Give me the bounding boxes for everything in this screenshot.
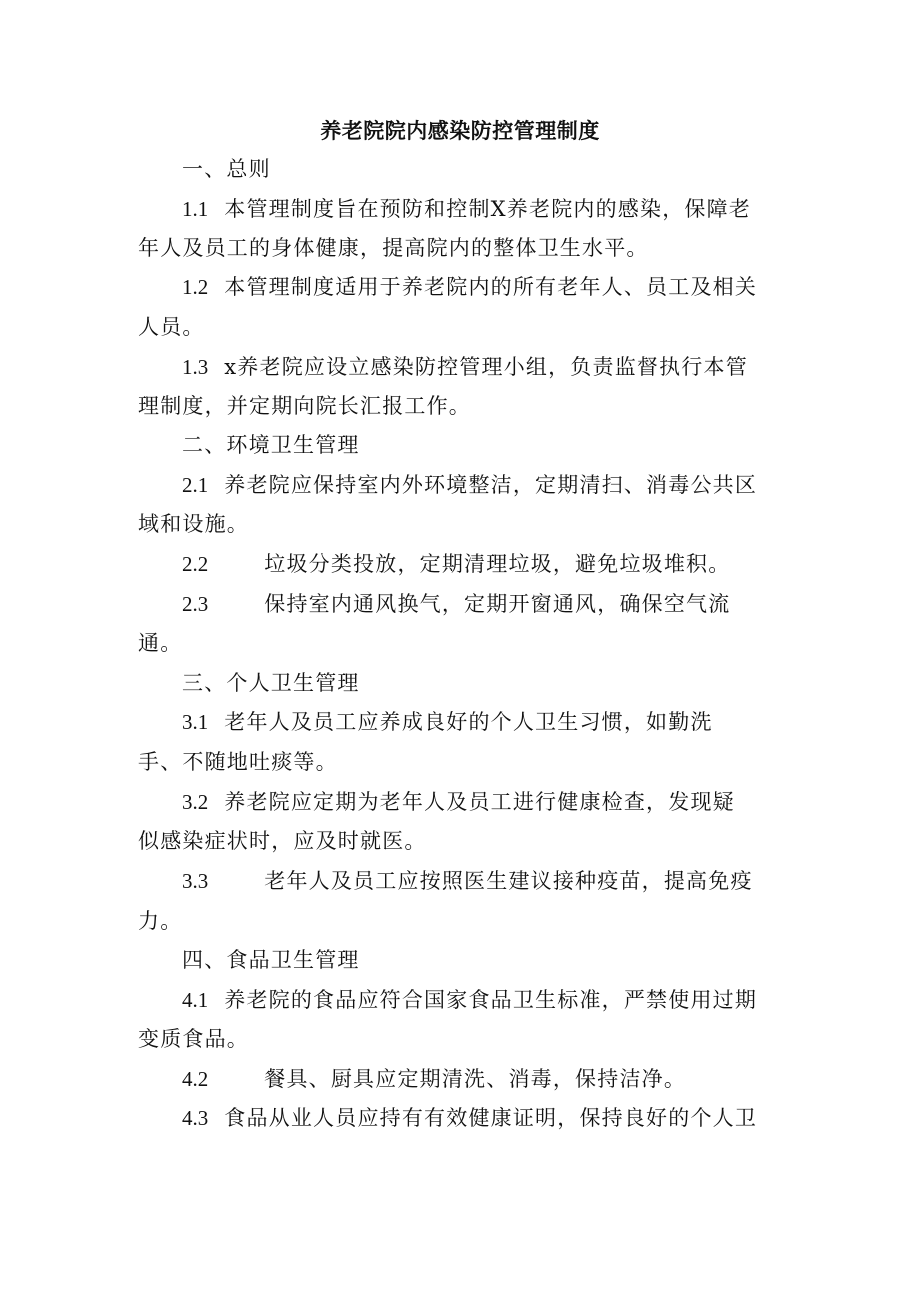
paragraph-1-3-line-2: 理制度，并定期向院长汇报工作。 [138,394,471,418]
clause-number: 4.3 [182,1106,209,1130]
clause-text: 垃圾分类投放，定期清理垃圾，避免垃圾堆积。 [264,552,731,576]
clause-number: 4.1 [182,988,209,1012]
paragraph-1-2-line-1 [182,272,757,302]
clause-number: 2.2 [182,552,209,576]
paragraph-3-1-line-2: 手、不随地吐痰等。 [138,750,338,774]
paragraph-3-3-line-1 [182,866,753,896]
section-heading-general: 一、总则 [182,157,271,181]
clause-text: 本管理制度适用于养老院内的所有老年人、员工及相关 [224,275,758,299]
clause-number: 3.1 [182,710,209,734]
paragraph-2-1-line-2: 域和设施。 [138,512,249,536]
document-title: 养老院院内感染防控管理制度 [320,118,600,143]
clause-text: 本管理制度旨在预防和控制X养老院内的感染，保障老 [224,197,751,221]
clause-text: 食品从业人员应持有有效健康证明，保持良好的个人卫 [224,1106,758,1130]
clause-text: 养老院应保持室内外环境整洁，定期清扫、消毒公共区 [224,473,758,497]
paragraph-1-2-line-2: 人员。 [138,315,205,339]
section-heading-environment: 二、环境卫生管理 [182,433,360,457]
clause-number: 4.2 [182,1067,209,1091]
paragraph-4-1-line-2: 变质食品。 [138,1027,249,1051]
clause-number: 1.2 [182,275,209,299]
paragraph-2-3-line-1 [182,589,730,619]
paragraph-3-3-line-2: 力。 [138,909,183,933]
clause-number: 2.1 [182,473,209,497]
clause-number: 3.3 [182,869,209,893]
section-heading-personal-hygiene: 三、个人卫生管理 [182,671,360,695]
clause-number: 1.3 [182,355,209,379]
paragraph-3-1-line-1 [182,707,713,737]
section-heading-food-hygiene: 四、食品卫生管理 [182,948,360,972]
paragraph-3-2-line-1 [182,787,735,817]
paragraph-2-3-line-2: 通。 [138,631,183,655]
clause-number: 2.3 [182,592,209,616]
paragraph-3-2-line-2: 似感染症状时，应及时就医。 [138,829,427,853]
clause-text: 老年人及员工应养成良好的个人卫生习惯，如勤洗 [224,710,713,734]
clause-text: 养老院应定期为老年人及员工进行健康检查，发现疑 [224,790,735,814]
paragraph-4-3-line-1 [182,1103,757,1133]
paragraph-4-2-line-1 [182,1064,686,1094]
clause-text: 餐具、厨具应定期清洗、消毒，保持洁净。 [264,1067,687,1091]
paragraph-1-1-line-1 [182,194,751,224]
clause-text: 保持室内通风换气，定期开窗通风，确保空气流 [264,592,731,616]
clause-number: 1.1 [182,197,209,221]
clause-number: 3.2 [182,790,209,814]
clause-text: 老年人及员工应按照医生建议接种疫苗，提高免疫 [264,869,753,893]
paragraph-4-1-line-1 [182,985,757,1015]
paragraph-1-1-line-2: 年人及员工的身体健康，提高院内的整体卫生水平。 [138,236,649,260]
paragraph-1-3-line-1 [182,352,748,382]
clause-text: x养老院应设立感染防控管理小组，负责监督执行本管 [224,355,748,379]
clause-text: 养老院的食品应符合国家食品卫生标准，严禁使用过期 [224,988,758,1012]
paragraph-2-2-line-1 [182,549,730,579]
paragraph-2-1-line-1 [182,470,757,500]
